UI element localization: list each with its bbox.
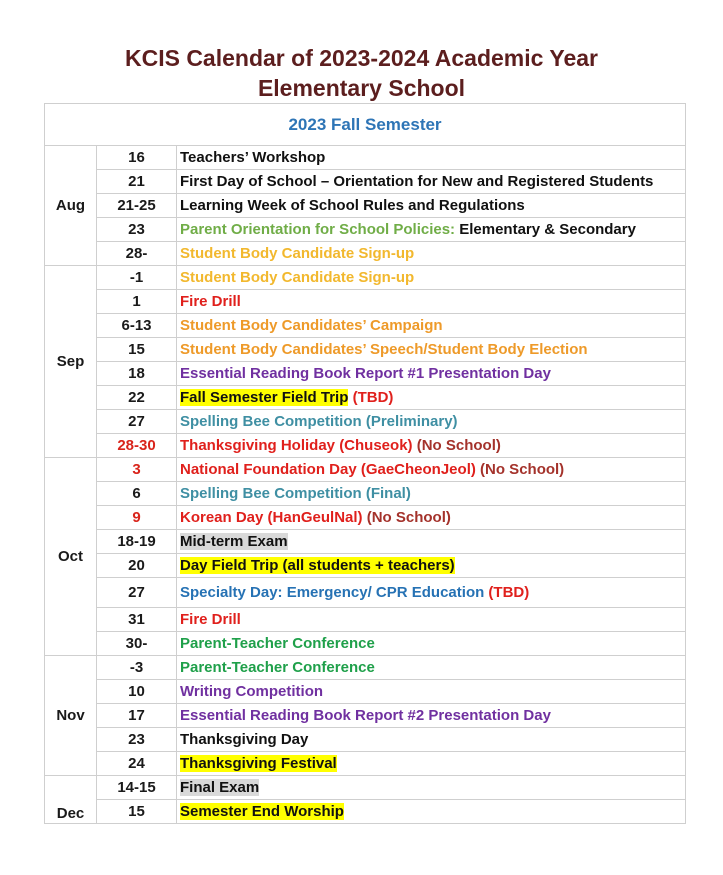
event-description xyxy=(177,170,686,194)
calendar-table xyxy=(44,103,686,824)
event-date: 16 xyxy=(97,146,177,170)
event-row xyxy=(45,410,686,434)
event-row xyxy=(45,530,686,554)
event-description xyxy=(177,728,686,752)
event-text: Fire Drill xyxy=(180,611,241,628)
event-row xyxy=(45,194,686,218)
event-row xyxy=(45,776,686,800)
event-row xyxy=(45,170,686,194)
event-date: 6 xyxy=(97,482,177,506)
month-label: Oct xyxy=(45,458,97,656)
highlighted-event-text: Day Field Trip (all students + teachers) xyxy=(180,557,455,574)
event-date: 24 xyxy=(97,752,177,776)
semester-header-row xyxy=(45,104,686,146)
event-text: Teachers’ Workshop xyxy=(180,149,326,166)
highlighted-event-text: Semester End Worship xyxy=(180,803,344,820)
page-subtitle: Elementary School xyxy=(257,75,466,101)
event-text: (No School) xyxy=(412,437,501,454)
highlighted-event-text: Fall Semester Field Trip xyxy=(180,389,349,406)
event-row xyxy=(45,218,686,242)
event-text: (TBD) xyxy=(348,389,394,406)
event-description xyxy=(177,362,686,386)
event-date: 14-15 xyxy=(97,776,177,800)
event-date: 27 xyxy=(97,410,177,434)
event-date: 6-13 xyxy=(97,314,177,338)
event-text: Essential Reading Book Report #2 Presentation Day xyxy=(180,707,551,724)
event-date: 23 xyxy=(97,728,177,752)
highlighted-event-text: Mid-term Exam xyxy=(180,533,288,550)
month-label: Dec xyxy=(45,776,97,824)
event-date: 18 xyxy=(97,362,177,386)
event-description xyxy=(177,146,686,170)
event-date: 18-19 xyxy=(97,530,177,554)
event-row xyxy=(45,338,686,362)
event-text: National Foundation Day (GaeCheonJeol) xyxy=(180,461,476,478)
event-text: Student Body Candidate Sign-up xyxy=(180,269,415,286)
event-row xyxy=(45,482,686,506)
event-description xyxy=(177,608,686,632)
event-description xyxy=(177,656,686,680)
event-description xyxy=(177,266,686,290)
event-date: 22 xyxy=(97,386,177,410)
event-date: -1 xyxy=(97,266,177,290)
event-date: 30- xyxy=(97,632,177,656)
event-row xyxy=(45,632,686,656)
event-text: Fire Drill xyxy=(180,293,241,310)
event-date: 17 xyxy=(97,704,177,728)
event-row xyxy=(45,554,686,578)
page-title: KCIS Calendar of 2023-2024 Academic Year xyxy=(124,45,599,71)
event-text: Writing Competition xyxy=(180,683,324,700)
event-text: Korean Day (HanGeulNal) xyxy=(180,509,363,526)
event-description xyxy=(177,776,686,800)
event-text: (No School) xyxy=(362,509,451,526)
event-date: 20 xyxy=(97,554,177,578)
event-date: 3 xyxy=(97,458,177,482)
event-row xyxy=(45,266,686,290)
event-row xyxy=(45,680,686,704)
event-date: 15 xyxy=(97,338,177,362)
event-text: Thanksgiving Holiday (Chuseok) xyxy=(180,437,413,454)
event-description xyxy=(177,410,686,434)
event-text: Essential Reading Book Report #1 Presentation Day xyxy=(180,365,551,382)
event-row xyxy=(45,578,686,608)
event-description xyxy=(177,680,686,704)
event-row xyxy=(45,314,686,338)
event-row xyxy=(45,290,686,314)
event-row xyxy=(45,146,686,170)
event-description xyxy=(177,704,686,728)
event-description xyxy=(177,458,686,482)
event-row xyxy=(45,386,686,410)
event-date: 27 xyxy=(97,578,177,608)
event-text: Spelling Bee Competition (Final) xyxy=(180,485,411,502)
event-date: -3 xyxy=(97,656,177,680)
event-text: Student Body Candidates’ Speech/Student Body Election xyxy=(180,341,588,358)
event-description xyxy=(177,482,686,506)
event-date: 31 xyxy=(97,608,177,632)
event-row xyxy=(45,704,686,728)
event-date: 15 xyxy=(97,800,177,824)
event-text: Student Body Candidate Sign-up xyxy=(180,245,415,262)
event-row xyxy=(45,656,686,680)
event-row xyxy=(45,458,686,482)
event-description xyxy=(177,242,686,266)
event-row xyxy=(45,434,686,458)
event-date: 28-30 xyxy=(97,434,177,458)
event-row xyxy=(45,608,686,632)
event-text: First Day of School – Orientation for New and Registered Students xyxy=(180,173,654,190)
month-label: Nov xyxy=(45,656,97,776)
event-description xyxy=(177,752,686,776)
event-description xyxy=(177,434,686,458)
month-label: Aug xyxy=(45,146,97,266)
event-row xyxy=(45,752,686,776)
event-row xyxy=(45,728,686,752)
event-row xyxy=(45,242,686,266)
event-description xyxy=(177,290,686,314)
event-text: Student Body Candidates’ Campaign xyxy=(180,317,443,334)
event-text: Learning Week of School Rules and Regulations xyxy=(180,197,525,214)
semester-header: 2023 Fall Semester xyxy=(45,104,686,146)
event-date: 23 xyxy=(97,218,177,242)
event-description xyxy=(177,506,686,530)
event-description xyxy=(177,578,686,608)
event-description xyxy=(177,800,686,824)
event-description xyxy=(177,218,686,242)
event-text: Spelling Bee Competition (Preliminary) xyxy=(180,413,458,430)
event-text: Specialty Day: Emergency/ CPR Education xyxy=(180,584,485,601)
event-text: Parent-Teacher Conference xyxy=(180,659,375,676)
event-text: Thanksgiving Day xyxy=(180,731,309,748)
event-date: 21-25 xyxy=(97,194,177,218)
event-description xyxy=(177,314,686,338)
event-row xyxy=(45,362,686,386)
month-label: Sep xyxy=(45,266,97,458)
highlighted-event-text: Thanksgiving Festival xyxy=(180,755,337,772)
event-date: 10 xyxy=(97,680,177,704)
event-description xyxy=(177,632,686,656)
event-date: 9 xyxy=(97,506,177,530)
event-description xyxy=(177,554,686,578)
event-date: 1 xyxy=(97,290,177,314)
event-description xyxy=(177,194,686,218)
event-description xyxy=(177,338,686,362)
event-date: 28- xyxy=(97,242,177,266)
highlighted-event-text: Final Exam xyxy=(180,779,260,796)
event-description xyxy=(177,386,686,410)
event-text: Parent Orientation for School Policies: xyxy=(180,221,456,238)
event-text: (TBD) xyxy=(484,584,530,601)
event-description xyxy=(177,530,686,554)
event-date: 21 xyxy=(97,170,177,194)
event-text: Elementary & Secondary xyxy=(455,221,636,238)
event-text: Parent-Teacher Conference xyxy=(180,635,375,652)
event-row xyxy=(45,800,686,824)
event-row xyxy=(45,506,686,530)
event-text: (No School) xyxy=(475,461,565,478)
